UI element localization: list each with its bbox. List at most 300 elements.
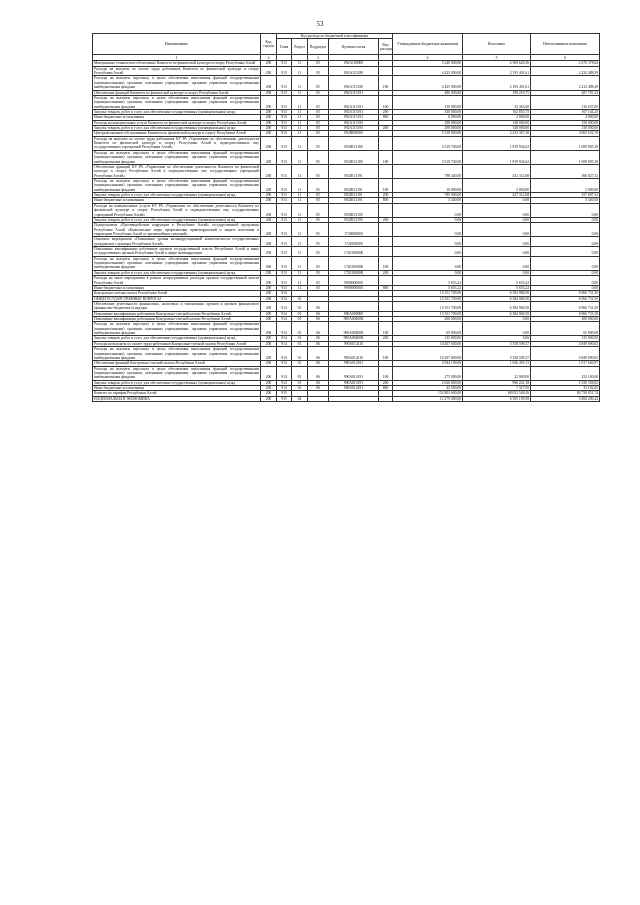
row-executed: 6 384 968,50 bbox=[463, 296, 531, 301]
row-name: Расходы на выплаты персоналу в целях обеспечения выполнения функций государственными (муниципальными) органами, казенными учреждениями, органами управления государственными внебюджетными фондами bbox=[94, 256, 259, 270]
row-razdel: 11 bbox=[292, 76, 308, 90]
table-row bbox=[93, 311, 600, 316]
row-code: 200 bbox=[261, 317, 277, 322]
row-glava: 913 bbox=[277, 164, 292, 178]
row-glava: 914 bbox=[277, 366, 292, 380]
row-vid bbox=[379, 66, 393, 76]
row-approved: 298 000,00 bbox=[393, 126, 463, 131]
budget-table bbox=[92, 33, 600, 402]
row-podrazdel: 06 bbox=[308, 336, 329, 341]
row-code: 200 bbox=[261, 396, 277, 401]
table-row bbox=[93, 131, 600, 136]
row-podrazdel: 05 bbox=[308, 198, 329, 203]
row-executed: 0,00 bbox=[463, 322, 531, 336]
row-vid: 800 bbox=[379, 198, 393, 203]
row-executed: 996 241,18 bbox=[463, 380, 531, 385]
row-podrazdel: 06 bbox=[308, 361, 329, 366]
row-glava: 913 bbox=[277, 285, 292, 290]
table-row bbox=[93, 178, 600, 192]
row-razdel: 11 bbox=[292, 203, 308, 217]
table-row bbox=[93, 322, 600, 336]
row-unexecuted: 0,00 bbox=[531, 270, 600, 275]
row-razdel: 01 bbox=[292, 361, 308, 366]
row-unexecuted: 287 781,25 bbox=[531, 90, 600, 95]
table-row bbox=[93, 317, 600, 322]
row-executed: 1 026 459,13 bbox=[463, 361, 531, 366]
row-unexecuted: 0,00 bbox=[531, 223, 600, 237]
table-row bbox=[93, 150, 600, 164]
table-row bbox=[93, 164, 600, 178]
table-row bbox=[93, 341, 600, 346]
row-unexecuted: 1 917 640,87 bbox=[531, 361, 600, 366]
row-unexecuted: 0,00 bbox=[531, 203, 600, 217]
row-podrazdel: 06 bbox=[308, 301, 329, 311]
row-name: Расходы на выплаты по оплате труда работников Контрольно-счетной палаты Республики Алтай bbox=[93, 341, 261, 346]
row-razdel: 11 bbox=[292, 256, 308, 270]
col-num: 5 bbox=[463, 55, 531, 61]
row-glava: 913 bbox=[277, 126, 292, 131]
row-vid bbox=[379, 247, 393, 257]
row-unexecuted: 135 000,00 bbox=[531, 336, 600, 341]
row-target: 092Ш13191 bbox=[329, 178, 379, 192]
row-name: Расходы на выплаты персоналу в целях обеспечения выполнения функций государственными (муниципальными) органами, казенными учреждениями, органами управления государственными внебюджетными фондами bbox=[94, 76, 259, 90]
row-name: Иные бюджетные ассигнования bbox=[93, 285, 261, 290]
row-unexecuted: 366 027,32 bbox=[531, 164, 600, 178]
row-code: 200 bbox=[261, 311, 277, 316]
row-target: 990А00400К bbox=[329, 317, 379, 322]
row-executed: 0,00 bbox=[463, 237, 531, 247]
table-row bbox=[93, 66, 600, 76]
row-name: Иные бюджетные ассигнования bbox=[93, 115, 261, 120]
row-podrazdel: 05 bbox=[308, 131, 329, 136]
row-target: 990А014110 bbox=[329, 347, 379, 361]
row-code: 200 bbox=[261, 322, 277, 336]
row-unexecuted: 65 000,00 bbox=[531, 322, 600, 336]
row-executed: 162 855,75 bbox=[463, 109, 531, 114]
row-unexecuted: 200 000,00 bbox=[531, 317, 600, 322]
col-razdel: Раздел bbox=[292, 39, 308, 55]
row-glava: 913 bbox=[277, 193, 292, 198]
row-name: Закупка товаров, работ и услуг для обеспечения государственных (муниципальных) нужд bbox=[93, 217, 261, 222]
row-target: 990А014191 bbox=[329, 386, 379, 391]
row-code: 200 bbox=[261, 61, 277, 66]
row-executed: 68 052 548,26 bbox=[463, 391, 531, 396]
row-vid bbox=[379, 396, 393, 401]
row-unexecuted: 5 000,00 bbox=[531, 178, 600, 192]
row-glava: 913 bbox=[277, 178, 292, 192]
row-razdel: 01 bbox=[292, 322, 308, 336]
row-podrazdel: 06 bbox=[308, 322, 329, 336]
row-approved: 298 000,00 bbox=[393, 120, 463, 125]
row-razdel: 11 bbox=[292, 136, 308, 150]
row-code: 200 bbox=[261, 361, 277, 366]
row-name: Расходы на выплаты персоналу в целях обеспечения выполнения функций государственными (муниципальными) органами, казенными учреждениями, органами управления государственными внебюджетными фондами bbox=[94, 95, 259, 109]
row-vid: 100 bbox=[379, 95, 393, 109]
row-vid: 100 bbox=[379, 322, 393, 336]
table-row bbox=[93, 61, 600, 66]
row-glava: 913 bbox=[277, 150, 292, 164]
row-target: 092А113191 bbox=[329, 90, 379, 95]
row-target: 092А100000 bbox=[329, 61, 379, 66]
row-razdel: 01 bbox=[292, 301, 308, 311]
row-executed: 0,00 bbox=[463, 336, 531, 341]
row-vid bbox=[379, 136, 393, 150]
row-approved: 486 000,00 bbox=[393, 90, 463, 95]
row-name: Иные бюджетные ассигнования bbox=[93, 198, 261, 203]
row-unexecuted: 84 750 051,74 bbox=[531, 391, 600, 396]
row-glava: 914 bbox=[277, 301, 292, 311]
table-row bbox=[93, 95, 600, 109]
table-row bbox=[93, 270, 600, 275]
row-approved: 0,00 bbox=[393, 237, 463, 247]
row-glava: 913 bbox=[277, 217, 292, 222]
row-approved: 6 000,00 bbox=[393, 115, 463, 120]
row-approved: 3 340,00 bbox=[393, 198, 463, 203]
row-code: 200 bbox=[261, 223, 277, 237]
row-podrazdel: 05 bbox=[308, 223, 329, 237]
row-glava: 914 bbox=[277, 322, 292, 336]
row-vid: 100 bbox=[379, 178, 393, 192]
row-podrazdel: 05 bbox=[308, 256, 329, 270]
row-razdel: 11 bbox=[292, 270, 308, 275]
row-glava: 913 bbox=[277, 237, 292, 247]
row-executed: 5 358 509,37 bbox=[463, 341, 531, 346]
row-vid: 200 bbox=[379, 109, 393, 114]
row-code: 200 bbox=[261, 391, 277, 396]
row-razdel: 11 bbox=[292, 198, 308, 203]
row-target: 092Ш13191 bbox=[329, 198, 379, 203]
table-row bbox=[93, 237, 600, 247]
row-target: 092А113180 bbox=[329, 76, 379, 90]
table-row bbox=[93, 109, 600, 114]
row-razdel: 01 bbox=[292, 311, 308, 316]
row-approved: 152 803 600,00 bbox=[393, 391, 463, 396]
row-approved: 42 500,00 bbox=[393, 386, 463, 391]
row-executed: 0,00 bbox=[463, 247, 531, 257]
row-podrazdel: 05 bbox=[308, 247, 329, 257]
row-podrazdel bbox=[308, 396, 329, 401]
row-unexecuted: 2 232 488,39 bbox=[531, 66, 600, 76]
row-razdel: 11 bbox=[292, 276, 308, 286]
table-row bbox=[93, 217, 600, 222]
row-glava: 913 bbox=[277, 61, 292, 66]
row-unexecuted: 5 884 200,42 bbox=[531, 396, 600, 401]
row-target: 092Ш13180 bbox=[329, 150, 379, 164]
row-name: Обеспечение деятельности финансовых, налоговых и таможенных органов и органов финансового (финансово-бюджетного) надзора bbox=[94, 301, 259, 311]
row-executed: 7 317,95 bbox=[463, 386, 531, 391]
row-target: 092А113195 bbox=[329, 126, 379, 131]
row-vid: 100 bbox=[379, 76, 393, 90]
row-approved: 0,00 bbox=[393, 223, 463, 237]
row-approved: 785 000,00 bbox=[393, 193, 463, 198]
row-code: 200 bbox=[261, 291, 277, 296]
row-approved: 13 351 700,00 bbox=[393, 311, 463, 316]
row-code: 200 bbox=[261, 136, 277, 150]
row-code: 200 bbox=[261, 276, 277, 286]
row-podrazdel: 06 bbox=[308, 347, 329, 361]
row-glava: 913 bbox=[277, 76, 292, 90]
row-vid: 200 bbox=[379, 380, 393, 385]
row-target: 172010000К bbox=[329, 247, 379, 257]
row-podrazdel: 06 bbox=[308, 341, 329, 346]
table-row bbox=[93, 120, 600, 125]
row-target: 1720100000 bbox=[329, 237, 379, 247]
row-vid: 100 bbox=[379, 347, 393, 361]
row-approved: 150 000,00 bbox=[393, 95, 463, 109]
row-name: Основное мероприятие «Повышение уровня антикоррупционной компетентности государственных гражданских служащих Республики Алтай» bbox=[94, 237, 259, 246]
row-glava: 913 bbox=[277, 276, 292, 286]
row-executed: 0,00 bbox=[463, 256, 531, 270]
row-approved: 3 519 740,00 bbox=[393, 150, 463, 164]
row-vid bbox=[379, 276, 393, 286]
row-executed: 0,00 bbox=[463, 223, 531, 237]
row-code: 200 bbox=[261, 366, 277, 380]
row-razdel: 11 bbox=[292, 223, 308, 237]
row-executed: 2 193 401,61 bbox=[463, 76, 531, 90]
row-unexecuted: 252 100,00 bbox=[531, 366, 600, 380]
row-unexecuted: 0,00 bbox=[531, 217, 600, 222]
row-podrazdel: 06 bbox=[308, 317, 329, 322]
row-approved: 5 653,22 bbox=[393, 276, 463, 286]
row-executed: 2 252 367,30 bbox=[463, 131, 531, 136]
table-row bbox=[93, 336, 600, 341]
row-vid bbox=[379, 301, 393, 311]
row-podrazdel: 05 bbox=[308, 120, 329, 125]
row-approved: 5 653,22 bbox=[393, 285, 463, 290]
row-name: Материально-техническое обеспечение Комитета по физической культуре и спорту Республики Алтай bbox=[93, 61, 261, 66]
row-unexecuted: 1 699 805,38 bbox=[531, 150, 600, 164]
row-approved: 0,00 bbox=[393, 247, 463, 257]
row-glava: 913 bbox=[277, 223, 292, 237]
row-approved: 3 519 740,00 bbox=[393, 136, 463, 150]
table-row bbox=[93, 247, 600, 257]
row-executed: 6 395 199,58 bbox=[463, 396, 531, 401]
row-name: Расходы на коммунальные услуги КУ РА «Управление по обеспечению деятельности Комитета по физической культуре и спорту Республики Алтай и подведомственных ему государственных учреждений Республики Алтай» bbox=[94, 203, 259, 217]
row-glava: 914 bbox=[277, 317, 292, 322]
row-vid bbox=[379, 223, 393, 237]
row-name: Обеспечение функций Комитета по физической культуре и спорту Республики Алтай bbox=[93, 90, 261, 95]
col-num: 2 bbox=[261, 55, 277, 61]
row-podrazdel: 05 bbox=[308, 203, 329, 217]
row-vid: 100 bbox=[379, 150, 393, 164]
row-approved: 135 000,00 bbox=[393, 336, 463, 341]
col-target: Целевая статья bbox=[329, 39, 379, 55]
row-glava: 914 bbox=[277, 361, 292, 366]
col-num: 6 bbox=[531, 55, 600, 61]
row-unexecuted: 6 966 731,50 bbox=[531, 296, 600, 301]
row-glava: 913 bbox=[277, 95, 292, 109]
row-target: 092А113191 bbox=[329, 109, 379, 114]
row-unexecuted: 357 687,32 bbox=[531, 193, 600, 198]
row-executed: 427 312,68 bbox=[463, 193, 531, 198]
row-code: 200 bbox=[261, 247, 277, 257]
row-code: 200 bbox=[261, 95, 277, 109]
col-num: 3 bbox=[308, 55, 329, 61]
row-code: 200 bbox=[261, 131, 277, 136]
row-name: Подпрограмма «Противодействие коррупции в Республике Алтай» государственной программы Республики Алтай «Комплексные меры профилактики правонарушений и защита населения и территории Республики Алтай от чрезвычайных ситуаций» bbox=[94, 223, 259, 236]
row-approved: 10 000,00 bbox=[393, 178, 463, 192]
row-executed: 1 819 934,62 bbox=[463, 150, 531, 164]
row-unexecuted: 3 065 632,70 bbox=[531, 131, 600, 136]
row-name: Обеспечение функций Контрольно-счетной палаты Республики Алтай bbox=[93, 361, 261, 366]
row-razdel: 01 bbox=[292, 341, 308, 346]
row-unexecuted: 0,00 bbox=[531, 285, 600, 290]
row-unexecuted: 150 000,00 bbox=[531, 126, 600, 131]
col-approved: Утвержденные бюджетные назначения bbox=[393, 34, 463, 55]
row-approved: 10 207 600,00 bbox=[393, 347, 463, 361]
row-approved: 4 425 000,00 bbox=[393, 66, 463, 76]
row-executed: 1 819 934,62 bbox=[463, 136, 531, 150]
row-code: 200 bbox=[261, 164, 277, 178]
row-glava: 913 bbox=[277, 66, 292, 76]
row-target: 990А000000 bbox=[329, 311, 379, 316]
row-approved: 0,00 bbox=[393, 256, 463, 270]
row-glava: 913 bbox=[277, 270, 292, 275]
row-name: Закупка товаров, работ и услуг для обеспечения государственных (муниципальных) нужд bbox=[93, 109, 261, 114]
row-vid: 200 bbox=[379, 217, 393, 222]
row-name: Расходы на коммунальные услуги Комитета по физической культуре и спорту Республики Алтай bbox=[93, 120, 261, 125]
row-code: 200 bbox=[261, 126, 277, 131]
row-glava: 913 bbox=[277, 109, 292, 114]
row-name: Расходы на выплаты персоналу в целях обеспечения выполнения функций государственными (муниципальными) органами, казенными учреждениями, органами управления государственными внебюджетными фондами bbox=[94, 347, 259, 360]
row-code: 200 bbox=[261, 76, 277, 90]
row-executed: 6 384 968,50 bbox=[463, 311, 531, 316]
row-code: 200 bbox=[261, 115, 277, 120]
row-glava: 913 bbox=[277, 203, 292, 217]
row-name: Повышение квалификации работников Контрольно-счетной палаты Республики Алтай bbox=[93, 311, 261, 316]
row-vid: 800 bbox=[379, 285, 393, 290]
col-glava: Глава bbox=[277, 39, 292, 55]
row-code: 200 bbox=[261, 301, 277, 311]
row-razdel: 01 bbox=[292, 347, 308, 361]
row-code: 200 bbox=[261, 203, 277, 217]
row-target: 9900000000 bbox=[329, 285, 379, 290]
table-row bbox=[93, 193, 600, 198]
row-glava: 913 bbox=[277, 256, 292, 270]
row-target: 092Ш13191 bbox=[329, 164, 379, 178]
row-unexecuted: 0,00 bbox=[531, 247, 600, 257]
row-glava: 914 bbox=[277, 336, 292, 341]
row-target: 092А113191 bbox=[329, 95, 379, 109]
row-podrazdel: 05 bbox=[308, 270, 329, 275]
row-target: 990А014191 bbox=[329, 366, 379, 380]
row-vid: 200 bbox=[379, 270, 393, 275]
row-glava: 913 bbox=[277, 247, 292, 257]
row-name: Расходы на выплаты по оплате труда работников Комитета по физической культуре и спорту Республики Алтай bbox=[94, 66, 259, 76]
row-unexecuted: 150 000,00 bbox=[531, 120, 600, 125]
row-executed: 0,00 bbox=[463, 217, 531, 222]
row-approved: 13 351 700,00 bbox=[393, 291, 463, 296]
row-code: 200 bbox=[261, 296, 277, 301]
row-razdel: 11 bbox=[292, 178, 308, 192]
col-unexecuted: Неисполненные назначения bbox=[531, 34, 600, 55]
row-name: НАЦИОНАЛЬНАЯ ЭКОНОМИКА bbox=[93, 396, 261, 401]
row-razdel: 11 bbox=[292, 285, 308, 290]
row-executed: 5 653,22 bbox=[463, 285, 531, 290]
row-name: Закупка товаров, работ и услуг для обеспечения государственных (муниципальных) нужд bbox=[93, 270, 261, 275]
row-executed: 33 363,00 bbox=[463, 95, 531, 109]
row-code: 200 bbox=[261, 386, 277, 391]
row-approved: 4 425 000,00 bbox=[393, 76, 463, 90]
row-unexecuted: 116 637,00 bbox=[531, 95, 600, 109]
row-name: Повышение квалификации работников органов государственной власти Республики Алтай и иных государственных органов Республики Алтай в сфере антикоррупции bbox=[94, 247, 259, 256]
row-executed: 432 312,68 bbox=[463, 164, 531, 178]
table-row bbox=[93, 203, 600, 217]
row-glava: 914 bbox=[277, 296, 292, 301]
row-glava: 913 bbox=[277, 136, 292, 150]
col-name: Наименование bbox=[93, 34, 261, 55]
row-name: Расходы на выплаты персоналу в целях обеспечения выполнения функций государственными (муниципальными) органами, казенными учреждениями, органами управления государственными внебюджетными фондами bbox=[94, 150, 259, 164]
col-executed: Исполнено bbox=[463, 34, 531, 55]
table-row bbox=[93, 361, 600, 366]
row-podrazdel: 06 bbox=[308, 386, 329, 391]
col-code: Код строки bbox=[261, 34, 277, 55]
row-unexecuted: 0,00 bbox=[531, 276, 600, 286]
col-num: 4 bbox=[393, 55, 463, 61]
row-code: 200 bbox=[261, 347, 277, 361]
table-row bbox=[93, 366, 600, 380]
row-code: 200 bbox=[261, 150, 277, 164]
row-target: 092Ш13180 bbox=[329, 136, 379, 150]
row-code: 200 bbox=[261, 90, 277, 95]
row-approved: 2 944 100,00 bbox=[393, 361, 463, 366]
row-unexecuted: 3 340,00 bbox=[531, 198, 600, 203]
row-razdel: 01 bbox=[292, 386, 308, 391]
table-row bbox=[93, 76, 600, 90]
row-podrazdel: 05 bbox=[308, 66, 329, 76]
row-target: 990А00400К bbox=[329, 336, 379, 341]
row-razdel: 01 bbox=[292, 380, 308, 385]
row-glava: 913 bbox=[277, 131, 292, 136]
row-name: Закупка товаров, работ и услуг для обеспечения государственных (муниципальных) нужд bbox=[93, 380, 261, 385]
row-code: 200 bbox=[261, 178, 277, 192]
row-unexecuted: 167 144,25 bbox=[531, 109, 600, 114]
row-razdel: 01 bbox=[292, 336, 308, 341]
row-razdel: 11 bbox=[292, 120, 308, 125]
row-executed: 148 000,00 bbox=[463, 126, 531, 131]
row-podrazdel: 05 bbox=[308, 193, 329, 198]
table-row bbox=[93, 136, 600, 150]
row-approved: 65 000,00 bbox=[393, 322, 463, 336]
row-code: 200 bbox=[261, 237, 277, 247]
row-vid: 800 bbox=[379, 115, 393, 120]
page-number: 53 bbox=[316, 20, 324, 28]
row-code: 200 bbox=[261, 336, 277, 341]
row-name: Обеспечение функций КУ РА «Управление по обеспечению деятельности Комитета по физической культуре и спорту Республики Алтай и подведомственных ему государственных учреждений Республики Алтай» bbox=[94, 164, 259, 178]
row-target bbox=[329, 396, 379, 401]
row-vid: 200 bbox=[379, 126, 393, 131]
row-target: 092Ш13195 bbox=[329, 217, 379, 222]
row-approved: 0,00 bbox=[393, 203, 463, 217]
col-vid: Вид расхода bbox=[379, 39, 393, 55]
row-name: Расходы на иные мероприятия в рамках непрограммных расходов органов государственной власти Республики Алтай bbox=[94, 276, 259, 285]
row-razdel: 11 bbox=[292, 217, 308, 222]
row-target: 172010000К bbox=[329, 256, 379, 270]
row-target: 092Ш13191 bbox=[329, 193, 379, 198]
row-vid: 100 bbox=[379, 366, 393, 380]
row-podrazdel: 05 bbox=[308, 285, 329, 290]
row-executed: 2 000,00 bbox=[463, 115, 531, 120]
row-name: Централизованное обслуживание Комитета по физической культуре и спорту Республики Алтай bbox=[93, 131, 261, 136]
row-podrazdel: 05 bbox=[308, 178, 329, 192]
row-razdel: 11 bbox=[292, 126, 308, 131]
row-code: 200 bbox=[261, 109, 277, 114]
row-vid: 200 bbox=[379, 336, 393, 341]
row-podrazdel: 05 bbox=[308, 276, 329, 286]
table-row bbox=[93, 380, 600, 385]
row-razdel: 11 bbox=[292, 109, 308, 114]
row-target: 172010000К bbox=[329, 270, 379, 275]
